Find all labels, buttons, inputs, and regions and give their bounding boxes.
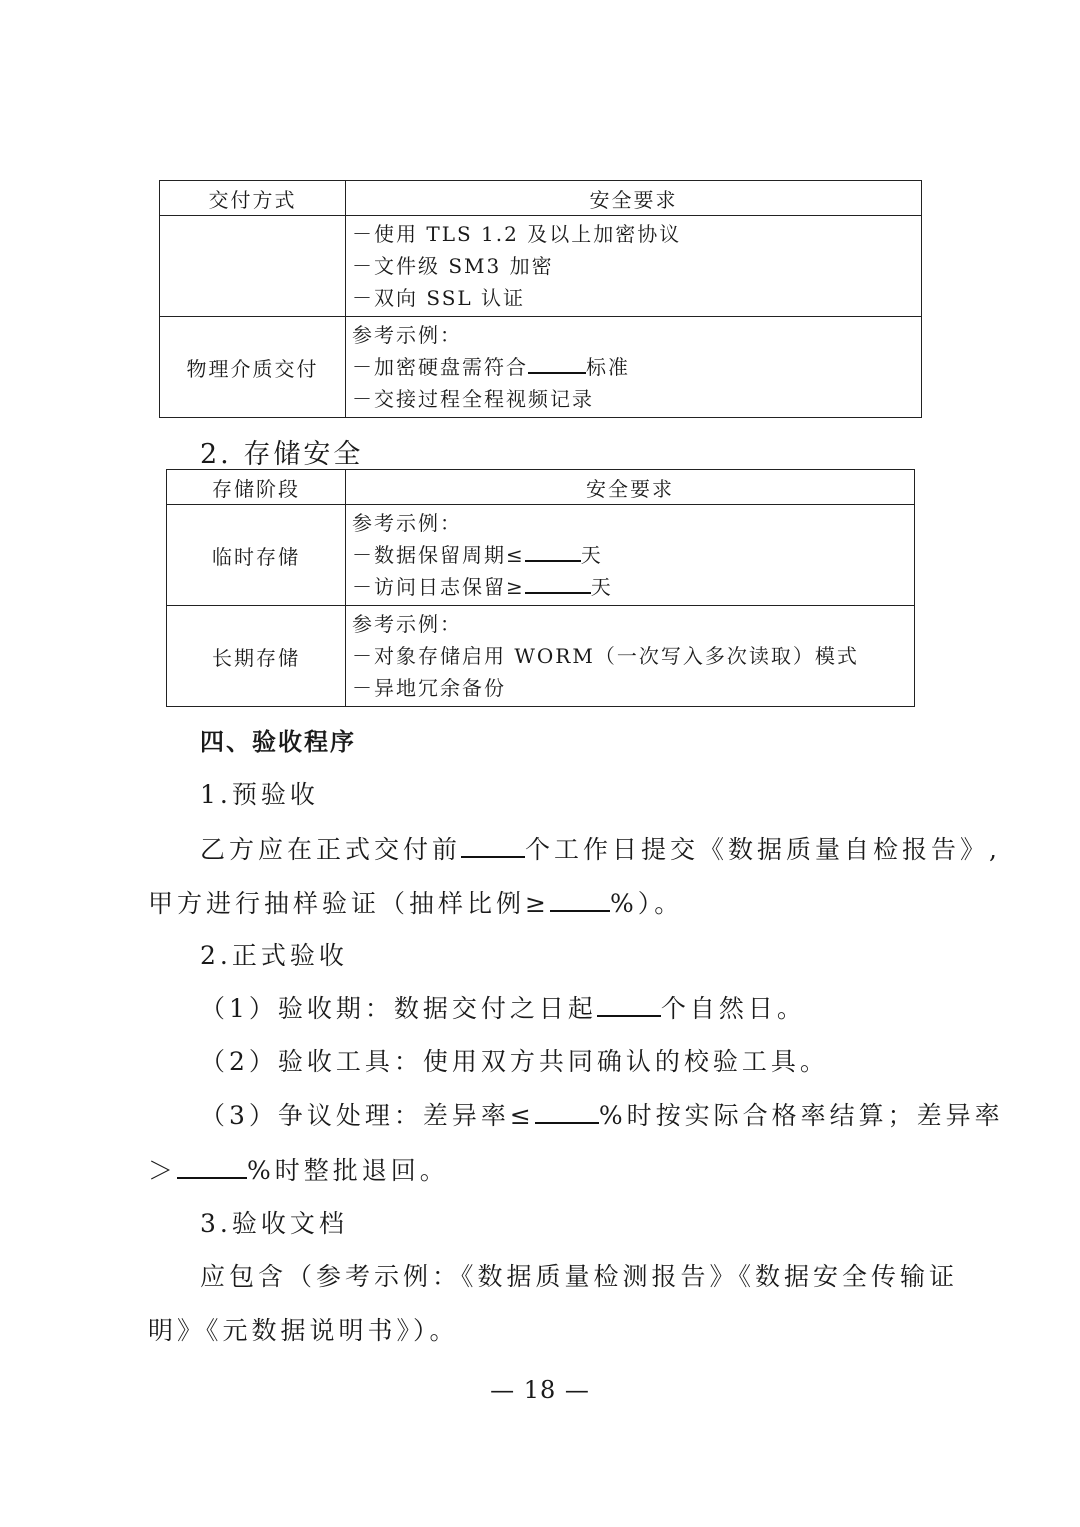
storage-security-table (166, 469, 915, 707)
fill-blank (528, 354, 586, 374)
column-header: 交付方式 (160, 181, 346, 216)
requirement-line: －双向 SSL 认证 (352, 286, 526, 310)
requirement-line: －文件级 SM3 加密 (352, 254, 554, 278)
fill-blank (597, 995, 661, 1017)
column-header: 安全要求 (346, 470, 915, 505)
table-row (167, 606, 915, 707)
table-header-row (160, 181, 922, 216)
fill-blank (535, 1102, 599, 1124)
requirement-cell (346, 317, 922, 418)
requirement-cell (346, 606, 915, 707)
storage-security-title: 2. 存储安全 (200, 439, 364, 470)
paragraph-line: 甲方进行抽样验证（抽样比例≥ %）。 (148, 889, 684, 918)
delivery-security-table (159, 180, 922, 418)
requirement-intro: 参考示例： (352, 511, 462, 535)
requirement-line: －数据保留周期≤ 天 (352, 543, 603, 567)
delivery-method-cell (160, 216, 346, 317)
paragraph-line: （1）验收期：数据交付之日起 个自然日。 (200, 994, 806, 1023)
table-row (160, 216, 922, 317)
subsection-title: 2.正式验收 (200, 941, 348, 970)
paragraph-line: ＞ %时整批退回。 (148, 1156, 449, 1185)
column-header: 存储阶段 (167, 470, 346, 505)
requirement-line: －访问日志保留≥ 天 (352, 575, 613, 599)
requirement-intro: 参考示例： (352, 612, 462, 636)
requirement-cell (346, 216, 922, 317)
requirement-line: －交接过程全程视频记录 (352, 387, 594, 411)
table-row (167, 505, 915, 606)
requirement-line: －加密硬盘需符合 标准 (352, 355, 630, 379)
paragraph-line: 应包含（参考示例：《数据质量检测报告》《数据安全传输证 (200, 1262, 959, 1291)
section-heading: 四、验收程序 (200, 728, 356, 756)
requirement-line: －异地冗余备份 (352, 676, 506, 700)
storage-stage-cell: 临时存储 (167, 505, 346, 606)
delivery-method-cell: 物理介质交付 (160, 317, 346, 418)
paragraph-line: （3）争议处理：差异率≤ %时按实际合格率结算；差异率 (200, 1101, 1004, 1130)
table-header-row (167, 470, 915, 505)
paragraph-line: 明》《元数据说明书》）。 (148, 1316, 459, 1345)
requirement-line: －对象存储启用 WORM（一次写入多次读取）模式 (352, 644, 859, 668)
fill-blank (525, 542, 581, 562)
subsection-title: 1.预验收 (200, 780, 319, 809)
fill-blank (177, 1157, 247, 1179)
paragraph-line: （2）验收工具：使用双方共同确认的校验工具。 (200, 1047, 829, 1076)
subsection-title: 3.验收文档 (200, 1209, 348, 1238)
paragraph-line: 乙方应在正式交付前 个工作日提交《数据质量自检报告》, (200, 835, 1001, 864)
requirement-intro: 参考示例： (352, 323, 462, 347)
table-row (160, 317, 922, 418)
requirement-line: －使用 TLS 1.2 及以上加密协议 (352, 222, 682, 246)
fill-blank (461, 836, 525, 858)
requirement-cell (346, 505, 915, 606)
fill-blank (525, 574, 591, 594)
fill-blank (550, 890, 610, 912)
column-header: 安全要求 (346, 181, 922, 216)
storage-stage-cell: 长期存储 (167, 606, 346, 707)
page-number: — 18 — (490, 1376, 590, 1404)
